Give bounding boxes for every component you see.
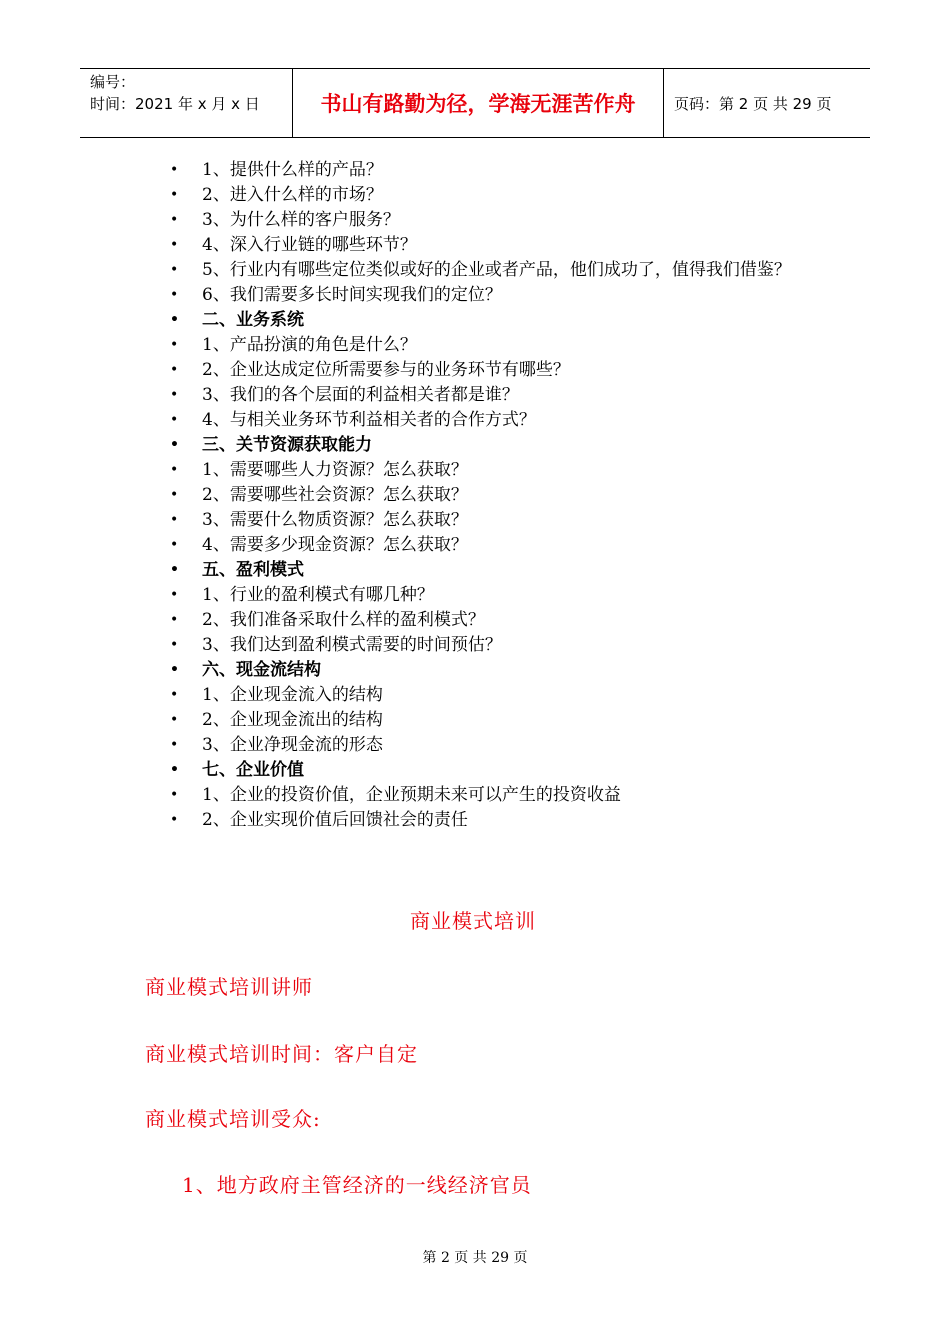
list-item	[170, 708, 850, 733]
bullet-icon: •	[170, 762, 179, 778]
bullet-icon: •	[170, 262, 179, 278]
section-heading	[170, 433, 850, 458]
list-item-text: 2、企业现金流出的结构	[202, 710, 383, 730]
header-number-label: 编号：	[90, 73, 136, 91]
section-heading	[170, 558, 850, 583]
list-item	[170, 283, 850, 308]
list-item-text: 2、企业达成定位所需要参与的业务环节有哪些？	[202, 360, 570, 380]
list-item-text: 4、深入行业链的哪些环节？	[202, 235, 417, 255]
training-audience-item: 1、地方政府主管经济的一线经济官员	[182, 1173, 532, 1197]
list-item-text: 1、企业的投资价值，企业预期未来可以产生的投资收益	[202, 785, 621, 805]
bullet-icon: •	[170, 487, 179, 503]
bullet-icon: •	[170, 687, 179, 703]
list-item-text: 3、我们的各个层面的利益相关者都是谁？	[202, 385, 519, 405]
bullet-icon: •	[170, 312, 179, 328]
header-motto: 书山有路勤为径，学海无涯苦作舟	[293, 69, 664, 137]
list-item-text: 2、进入什么样的市场？	[202, 185, 383, 205]
training-lecturer: 商业模式培训讲师	[145, 975, 313, 999]
list-item	[170, 683, 850, 708]
bullet-icon: •	[170, 437, 179, 453]
list-item	[170, 483, 850, 508]
list-item	[170, 583, 850, 608]
list-item-text: 1、提供什么样的产品？	[202, 160, 383, 180]
list-item-text: 4、与相关业务环节利益相关者的合作方式？	[202, 410, 536, 430]
bullet-icon: •	[170, 812, 179, 828]
bullet-icon: •	[170, 637, 179, 653]
list-item	[170, 333, 850, 358]
list-item	[170, 733, 850, 758]
header-page-info: 页码：第 2 页 共 29 页	[674, 94, 832, 113]
list-item	[170, 358, 850, 383]
list-item-text: 五、盈利模式	[202, 560, 304, 580]
training-time: 商业模式培训时间：客户自定	[145, 1042, 418, 1066]
list-item	[170, 533, 850, 558]
bullet-icon: •	[170, 512, 179, 528]
bullet-icon: •	[170, 587, 179, 603]
list-item	[170, 233, 850, 258]
list-item-text: 三、关节资源获取能力	[202, 435, 372, 455]
list-item-text: 二、业务系统	[202, 310, 304, 330]
list-item-text: 1、需要哪些人力资源？怎么获取？	[202, 460, 468, 480]
list-item	[170, 408, 850, 433]
bullet-icon: •	[170, 787, 179, 803]
page-footer: 第 2 页 共 29 页	[422, 1250, 528, 1266]
bullet-icon: •	[170, 237, 179, 253]
list-item	[170, 208, 850, 233]
bullet-icon: •	[170, 612, 179, 628]
bullet-icon: •	[170, 712, 179, 728]
bullet-icon: •	[170, 362, 179, 378]
list-item-text: 2、我们准备采取什么样的盈利模式？	[202, 610, 485, 630]
bullet-icon: •	[170, 212, 179, 228]
list-item-text: 3、需要什么物质资源？怎么获取？	[202, 510, 468, 530]
bullet-icon: •	[170, 387, 179, 403]
bullet-icon: •	[170, 162, 179, 178]
header-time-label: 时间：2021 年 x 月 x 日	[90, 95, 260, 113]
page-header	[80, 68, 870, 138]
list-item	[170, 608, 850, 633]
list-item-text: 3、企业净现金流的形态	[202, 735, 383, 755]
section-heading	[170, 308, 850, 333]
list-item	[170, 458, 850, 483]
list-item-text: 6、我们需要多长时间实现我们的定位？	[202, 285, 502, 305]
list-item	[170, 633, 850, 658]
list-item-text: 1、企业现金流入的结构	[202, 685, 383, 705]
section-heading	[170, 658, 850, 683]
bullet-icon: •	[170, 562, 179, 578]
list-item	[170, 808, 850, 833]
outline-list	[170, 158, 850, 833]
list-item-text: 六、现金流结构	[202, 660, 321, 680]
bullet-icon: •	[170, 187, 179, 203]
bullet-icon: •	[170, 462, 179, 478]
list-item-text: 4、需要多少现金资源？怎么获取？	[202, 535, 468, 555]
section-heading	[170, 758, 850, 783]
list-item	[170, 383, 850, 408]
list-item-text: 2、企业实现价值后回馈社会的责任	[202, 810, 468, 830]
bullet-icon: •	[170, 287, 179, 303]
list-item	[170, 258, 850, 283]
training-audience: 商业模式培训受众:	[145, 1107, 321, 1131]
training-title: 商业模式培训	[410, 909, 536, 933]
list-item-text: 1、产品扮演的角色是什么？	[202, 335, 417, 355]
bullet-icon: •	[170, 537, 179, 553]
list-item-text: 2、需要哪些社会资源？怎么获取？	[202, 485, 468, 505]
list-item	[170, 783, 850, 808]
list-item	[170, 508, 850, 533]
list-item	[170, 158, 850, 183]
list-item-text: 七、企业价值	[202, 760, 304, 780]
bullet-icon: •	[170, 737, 179, 753]
bullet-icon: •	[170, 337, 179, 353]
header-meta	[80, 69, 293, 137]
list-item-text: 3、我们达到盈利模式需要的时间预估？	[202, 635, 502, 655]
list-item-text: 5、行业内有哪些定位类似或好的企业或者产品，他们成功了，值得我们借鉴？	[202, 260, 791, 280]
list-item	[170, 183, 850, 208]
bullet-icon: •	[170, 662, 179, 678]
list-item-text: 1、行业的盈利模式有哪几种？	[202, 585, 434, 605]
list-item-text: 3、为什么样的客户服务？	[202, 210, 400, 230]
bullet-icon: •	[170, 412, 179, 428]
